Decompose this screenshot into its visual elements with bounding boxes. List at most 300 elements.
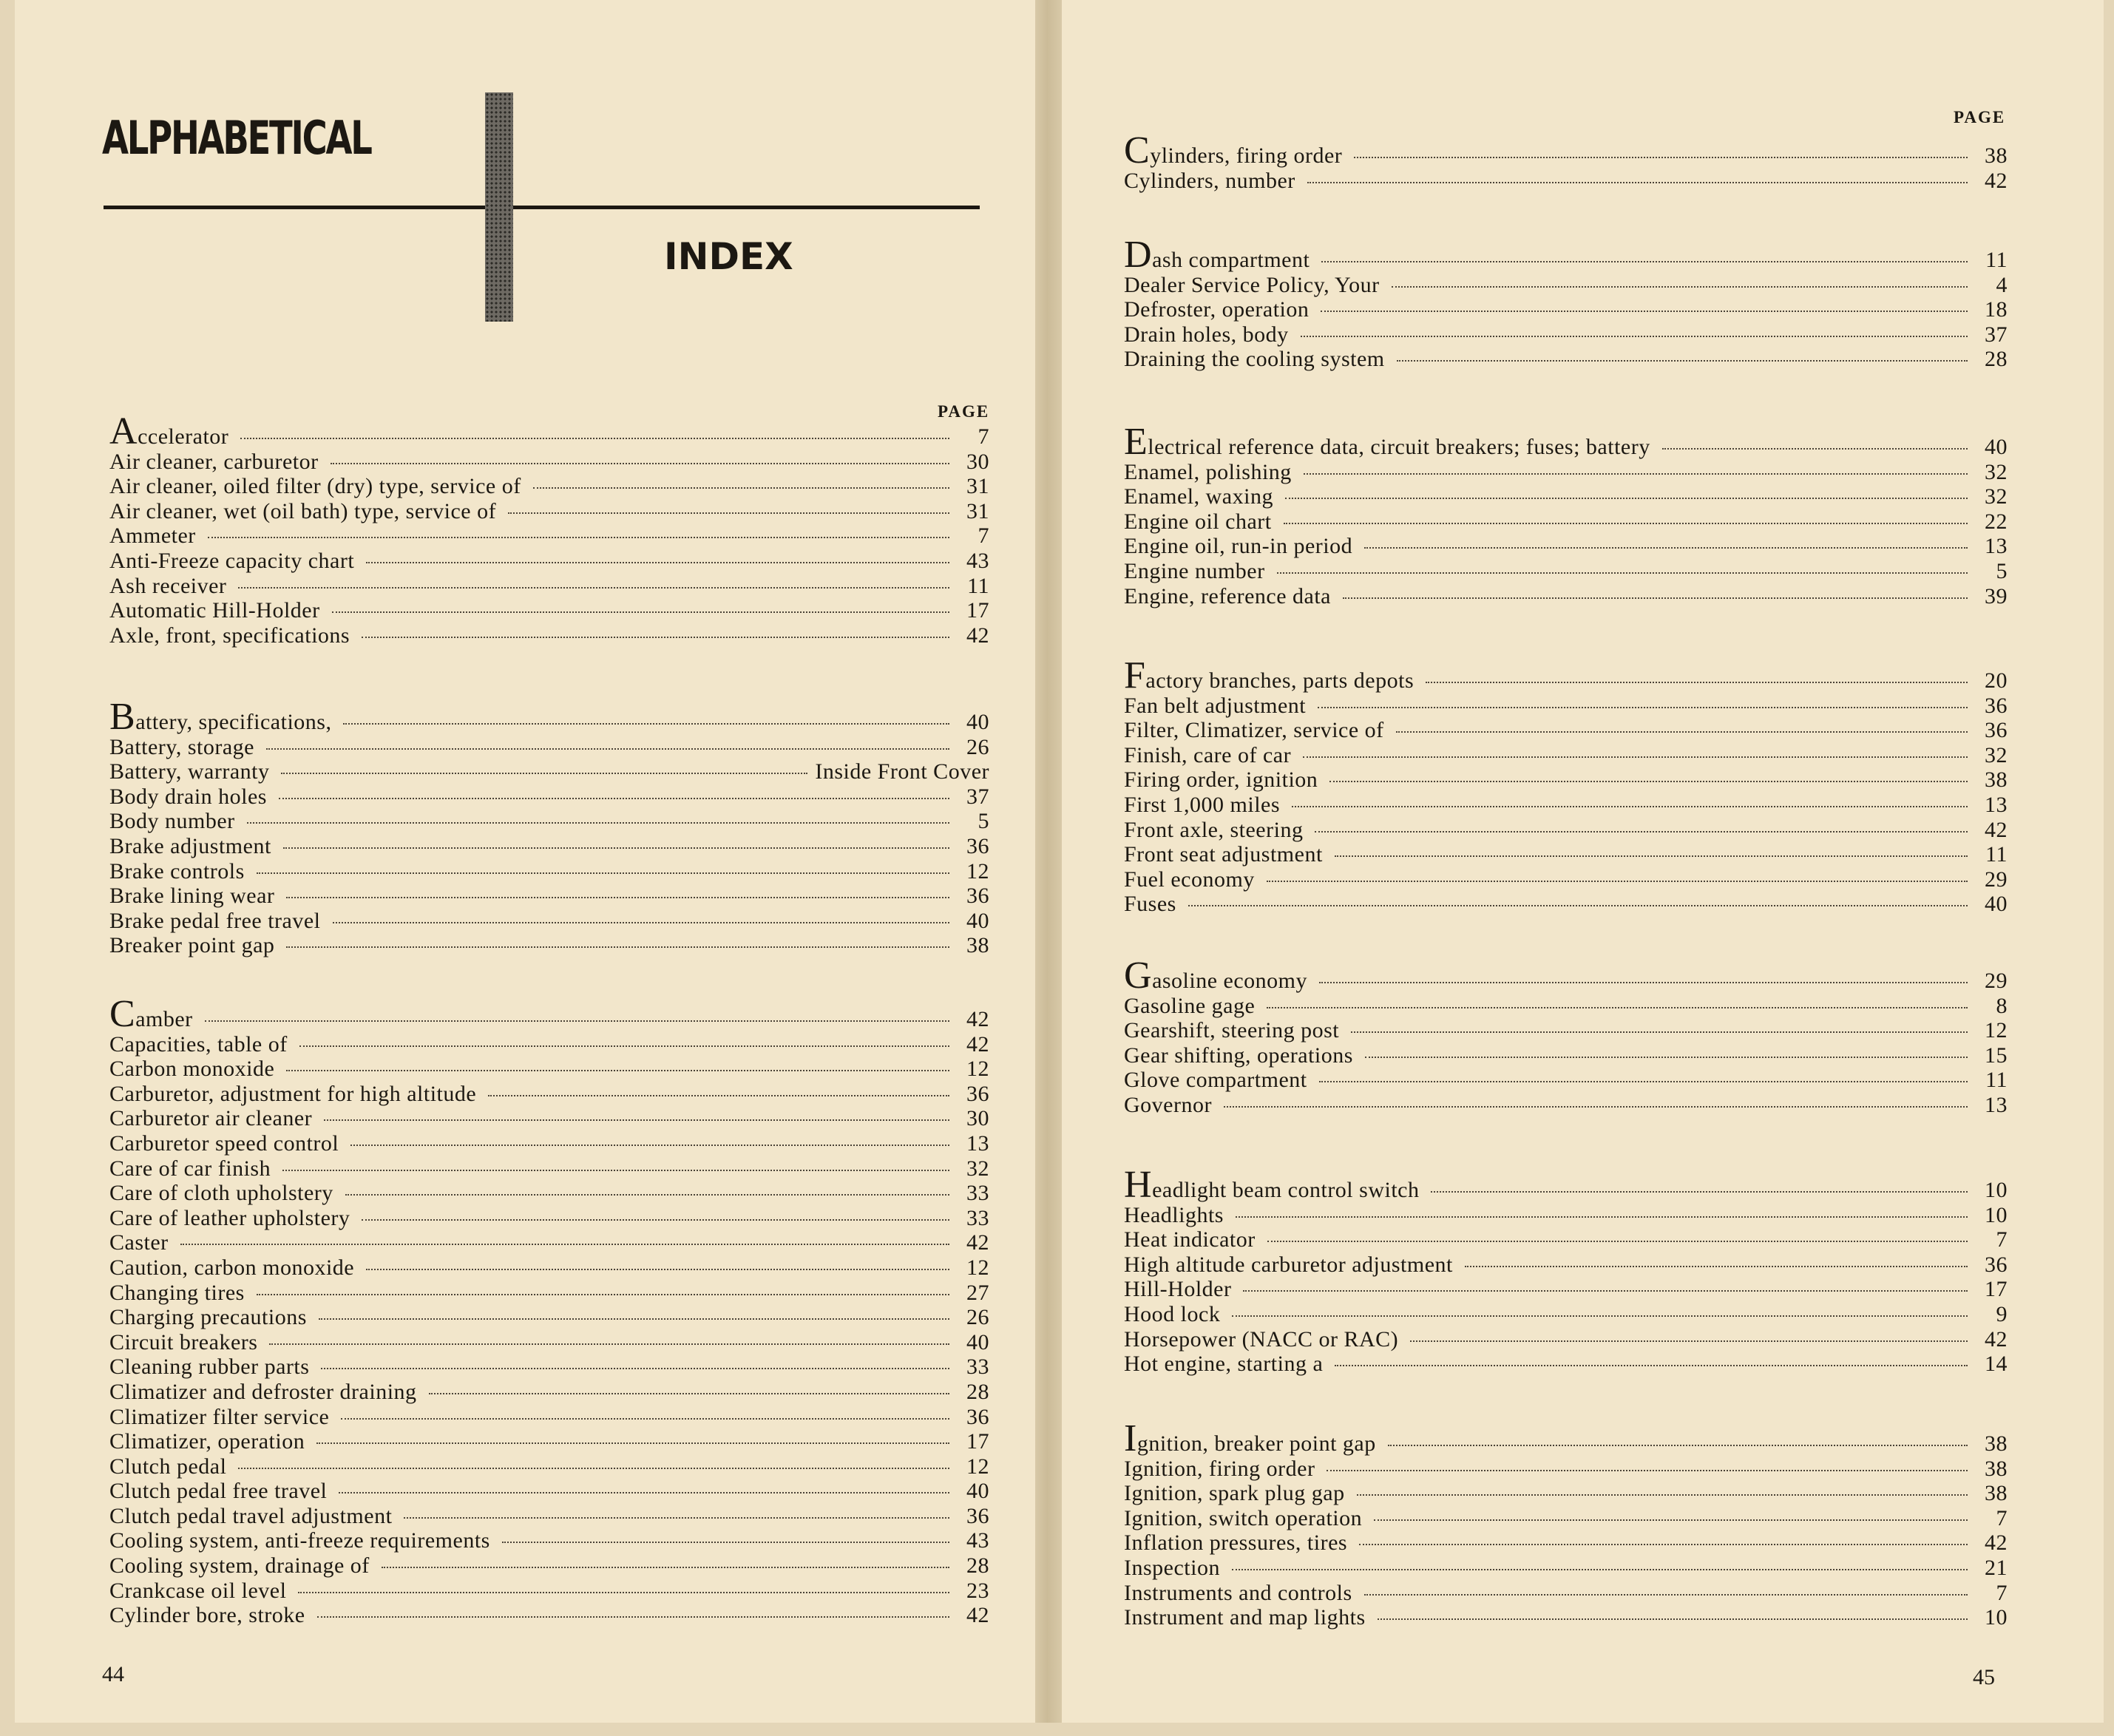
index-entry — [1124, 1164, 2008, 1206]
left-page-column-label: PAGE — [938, 402, 990, 421]
dot-leader — [247, 822, 949, 824]
index-entry — [109, 1354, 989, 1380]
index-entry-label: Heat indicator — [1124, 1227, 1256, 1252]
index-entry-page: 40 — [966, 710, 989, 734]
index-entry-page: 42 — [1985, 817, 2008, 842]
index-entry-page: 21 — [1985, 1555, 2008, 1580]
dot-leader — [341, 1418, 949, 1420]
index-entry — [1124, 1277, 2008, 1302]
dot-leader — [282, 1170, 949, 1171]
index-entry — [109, 1380, 989, 1405]
index-entry-page: 30 — [966, 449, 989, 474]
index-entry-page: 32 — [1985, 742, 2008, 767]
index-entry — [109, 933, 989, 958]
dot-leader — [331, 463, 949, 464]
dot-leader — [1318, 707, 1968, 708]
index-entry — [109, 1106, 989, 1131]
dot-leader — [299, 1045, 949, 1047]
index-entry-label: Camber — [109, 993, 193, 1035]
dot-leader — [502, 1542, 949, 1543]
index-entry-label: Inspection — [1124, 1555, 1220, 1580]
index-entry-label: Governor — [1124, 1092, 1212, 1117]
dot-leader — [319, 1318, 949, 1320]
index-entry-label: Carburetor air cleaner — [109, 1106, 313, 1131]
index-entry-label: Hill-Holder — [1124, 1277, 1232, 1302]
index-entry-label: Front seat adjustment — [1124, 842, 1323, 867]
index-entry-page: 40 — [1985, 892, 2008, 917]
index-entry — [1124, 234, 2008, 276]
index-entry-label: Battery, specifications, — [109, 696, 332, 738]
index-entry-page: 17 — [966, 1429, 989, 1454]
dot-leader — [1319, 1081, 1968, 1082]
index-entry-page: 11 — [967, 573, 989, 598]
index-entry-page: 7 — [978, 424, 989, 449]
index-entry-label: Ignition, breaker point gap — [1124, 1417, 1376, 1459]
index-entry-label: Carbon monoxide — [109, 1057, 275, 1082]
heading-index: INDEX — [664, 235, 793, 278]
index-entry-label: Circuit breakers — [109, 1329, 258, 1354]
index-entry — [109, 1255, 989, 1281]
index-entry-label: Carburetor, adjustment for high altitude — [109, 1081, 477, 1106]
dot-leader — [298, 1592, 949, 1593]
dot-leader — [1357, 1494, 1968, 1496]
dot-leader — [339, 1492, 949, 1493]
index-entry — [1124, 718, 2008, 743]
index-entry-page: 36 — [1985, 718, 2008, 743]
index-entry — [1124, 322, 2008, 347]
dot-leader — [429, 1393, 949, 1394]
dot-leader — [1329, 781, 1968, 782]
index-entry-label: Battery, warranty — [109, 759, 270, 784]
index-entry-label: Charging precautions — [109, 1305, 307, 1330]
index-entry-page: 40 — [966, 1479, 989, 1504]
index-section — [109, 696, 989, 958]
index-entry — [109, 884, 989, 909]
index-entry — [1124, 1605, 2008, 1630]
index-entry-label: Ignition, spark plug gap — [1124, 1481, 1345, 1506]
index-entry-label: Factory branches, parts depots — [1124, 654, 1415, 696]
index-entry-page: 29 — [1985, 867, 2008, 892]
dot-leader — [1335, 855, 1968, 857]
index-entry — [1124, 347, 2008, 372]
index-entry-page: 42 — [966, 1230, 989, 1255]
index-entry-page: 33 — [966, 1181, 989, 1206]
index-entry-label: Draining the cooling system — [1124, 347, 1385, 372]
index-entry-page: 36 — [1985, 693, 2008, 718]
dot-leader — [1188, 905, 1968, 906]
index-entry-label: Clutch pedal free travel — [109, 1479, 328, 1504]
dot-leader — [362, 637, 949, 638]
index-entry — [109, 1131, 989, 1156]
index-entry-label: Instrument and map lights — [1124, 1605, 1366, 1630]
index-entry — [1124, 818, 2008, 843]
index-entry-page: 14 — [1985, 1352, 2008, 1377]
index-entry-label: First 1,000 miles — [1124, 792, 1281, 817]
heading-rule — [104, 206, 980, 209]
index-entry-label: Accelerator — [109, 410, 229, 452]
index-entry-page: 28 — [966, 1379, 989, 1404]
index-entry-label: Drain holes, body — [1124, 322, 1289, 347]
index-entry — [1124, 1581, 2008, 1606]
index-entry-label: Ash receiver — [109, 573, 227, 598]
index-entry-page: 42 — [966, 1031, 989, 1057]
index-entry-page: 11 — [1985, 248, 2008, 272]
index-entry — [109, 1528, 989, 1553]
index-entry-page: 29 — [1985, 969, 2008, 993]
dot-leader — [366, 1269, 949, 1270]
index-entry-label: Axle, front, specifications — [109, 623, 350, 648]
index-entry — [1124, 1530, 2008, 1556]
index-entry-page: 7 — [1996, 1505, 2008, 1530]
dot-leader — [1365, 1057, 1968, 1058]
index-entry — [1124, 1457, 2008, 1482]
index-entry — [1124, 1556, 2008, 1581]
dot-leader — [1232, 1569, 1968, 1570]
dot-leader — [362, 1219, 949, 1221]
index-entry — [1124, 994, 2008, 1019]
dot-leader — [382, 1567, 949, 1568]
index-entry-page: 36 — [966, 884, 989, 909]
dot-leader — [332, 611, 949, 613]
dot-leader — [1319, 982, 1968, 983]
index-entry-label: Care of car finish — [109, 1156, 271, 1181]
dot-leader — [1374, 1519, 1968, 1521]
index-entry-label: Filter, Climatizer, service of — [1124, 718, 1384, 743]
dot-leader — [1364, 547, 1968, 549]
index-entry-page: 5 — [978, 809, 989, 834]
index-entry-page: 13 — [1985, 534, 2008, 559]
index-entry-label: Brake controls — [109, 858, 245, 884]
dot-leader — [1224, 1106, 1968, 1108]
index-entry — [109, 909, 989, 934]
index-entry-label: Climatizer filter service — [109, 1404, 330, 1429]
dot-leader — [208, 537, 949, 538]
index-entry-label: Horsepower (NACC or RAC) — [1124, 1326, 1399, 1352]
index-entry — [1124, 460, 2008, 485]
index-entry — [109, 1504, 989, 1529]
index-entry-label: Climatizer, operation — [109, 1429, 305, 1454]
index-entry — [109, 834, 989, 859]
index-entry-label: Dash compartment — [1124, 234, 1310, 276]
index-entry — [109, 1305, 989, 1330]
dot-leader — [238, 1468, 949, 1469]
index-entry-label: Ignition, firing order — [1124, 1456, 1315, 1481]
index-entry-label: Cylinder bore, stroke — [109, 1603, 305, 1628]
index-entry-page: 36 — [966, 833, 989, 858]
index-entry-page: 12 — [966, 1454, 989, 1479]
index-entry — [109, 1330, 989, 1355]
index-entry-label: Instruments and controls — [1124, 1580, 1352, 1605]
index-entry-label: Headlight beam control switch — [1124, 1164, 1420, 1206]
index-entry — [109, 598, 989, 623]
index-entry-label: Body drain holes — [109, 784, 267, 809]
index-entry — [109, 1156, 989, 1181]
index-entry — [109, 1429, 989, 1454]
dot-leader — [1284, 523, 1968, 524]
book-gutter — [1035, 0, 1062, 1723]
index-entry — [1124, 767, 2008, 793]
index-entry-page: 28 — [1985, 347, 2008, 372]
index-entry-page: 26 — [966, 734, 989, 759]
index-entry-page: 12 — [966, 858, 989, 884]
index-entry — [1124, 793, 2008, 818]
index-entry-page: 33 — [966, 1205, 989, 1230]
index-entry — [1124, 297, 2008, 322]
index-entry — [109, 474, 989, 499]
index-entry — [109, 549, 989, 574]
dot-leader — [1465, 1266, 1968, 1267]
index-entry-label: Climatizer and defroster draining — [109, 1379, 417, 1404]
dot-leader — [1301, 336, 1968, 337]
index-entry-label: Capacities, table of — [109, 1031, 288, 1057]
index-entry-page: 36 — [966, 1404, 989, 1429]
index-entry-page: 38 — [1985, 1481, 2008, 1506]
index-entry — [1124, 842, 2008, 867]
index-entry — [109, 859, 989, 884]
index-entry-label: Hood lock — [1124, 1301, 1221, 1326]
index-entry-label: Carburetor speed control — [109, 1130, 339, 1156]
index-entry-page: 42 — [1985, 168, 2008, 193]
dot-leader — [1236, 1216, 1968, 1218]
index-entry — [109, 993, 989, 1035]
index-entry-page: 27 — [966, 1280, 989, 1305]
index-entry-page: 28 — [966, 1553, 989, 1579]
index-entry — [109, 450, 989, 475]
index-entry — [1124, 867, 2008, 892]
dot-leader — [1431, 1191, 1968, 1193]
index-entry — [109, 1032, 989, 1057]
index-entry-label: Inflation pressures, tires — [1124, 1530, 1348, 1556]
index-entry-label: Caution, carbon monoxide — [109, 1255, 355, 1280]
right-page-number: 45 — [1973, 1665, 1995, 1689]
index-entry-page: 8 — [1996, 993, 2008, 1018]
index-entry-page: 33 — [966, 1354, 989, 1380]
index-entry-page: 32 — [1985, 459, 2008, 484]
index-entry-page: 40 — [966, 908, 989, 933]
index-entry-page: 39 — [1985, 583, 2008, 608]
index-entry-page: 42 — [966, 1007, 989, 1031]
index-entry — [1124, 743, 2008, 768]
index-entry-label: Gasoline economy — [1124, 955, 1308, 997]
index-entry-page: 42 — [966, 623, 989, 648]
index-entry-label: Care of leather upholstery — [109, 1205, 350, 1230]
index-entry — [1124, 694, 2008, 719]
heading-halftone-bar — [485, 92, 513, 322]
index-entry-page: 32 — [1985, 484, 2008, 509]
dot-leader — [240, 438, 949, 439]
index-entry-label: Fuel economy — [1124, 867, 1255, 892]
dot-leader — [1410, 1340, 1968, 1342]
dot-leader — [1335, 1365, 1968, 1366]
index-section — [1124, 955, 2008, 1118]
dot-leader — [350, 1145, 949, 1146]
index-entry — [109, 735, 989, 760]
dot-leader — [1392, 286, 1968, 288]
index-entry-page: 4 — [1996, 272, 2008, 297]
index-entry-page: 38 — [1985, 143, 2008, 168]
index-entry — [109, 623, 989, 648]
index-entry — [1124, 1227, 2008, 1252]
index-entry — [1124, 1018, 2008, 1043]
dot-leader — [317, 1616, 949, 1618]
dot-leader — [404, 1517, 949, 1519]
index-entry-label: Engine number — [1124, 558, 1265, 583]
index-entry-label: Electrical reference data, circuit breakers; fuses; battery — [1124, 421, 1650, 463]
index-entry-label: Air cleaner, carburetor — [109, 449, 319, 474]
index-section — [1124, 129, 2008, 193]
dot-leader — [1303, 756, 1968, 758]
index-entry — [1124, 584, 2008, 609]
index-entry-label: Brake lining wear — [109, 884, 275, 909]
index-entry-page: 36 — [966, 1503, 989, 1528]
index-entry-page: 30 — [966, 1106, 989, 1131]
dot-leader — [366, 562, 949, 563]
index-entry — [1124, 1302, 2008, 1327]
index-entry — [1124, 169, 2008, 194]
dot-leader — [1315, 831, 1968, 833]
index-entry — [1124, 1352, 2008, 1377]
dot-leader — [316, 1442, 949, 1444]
index-entry-label: Caster — [109, 1230, 169, 1255]
dot-leader — [283, 847, 949, 849]
dot-leader — [345, 1194, 949, 1196]
index-entry — [1124, 534, 2008, 559]
index-entry-label: Brake adjustment — [109, 833, 271, 858]
index-entry-label: Cooling system, drainage of — [109, 1553, 370, 1579]
index-entry-label: Gearshift, steering post — [1124, 1018, 1340, 1043]
index-entry-label: Glove compartment — [1124, 1068, 1307, 1093]
index-entry-label: Engine oil, run-in period — [1124, 534, 1353, 559]
index-entry — [109, 574, 989, 599]
index-entry-page: 40 — [1985, 435, 2008, 459]
index-entry — [1124, 1093, 2008, 1118]
dot-leader — [1396, 731, 1968, 733]
index-entry-label: Anti-Freeze capacity chart — [109, 548, 355, 573]
dot-leader — [1354, 157, 1968, 158]
dot-leader — [1267, 1241, 1968, 1242]
index-entry-label: High altitude carburetor adjustment — [1124, 1252, 1453, 1277]
index-entry-page: 10 — [1985, 1178, 2008, 1202]
index-entry-page: 20 — [1985, 668, 2008, 693]
index-entry-page: 38 — [1985, 767, 2008, 793]
dot-leader — [180, 1244, 949, 1245]
heading-alphabetical: ALPHABETICAL — [102, 111, 371, 165]
index-entry-page: 43 — [966, 548, 989, 573]
index-entry-page: 15 — [1985, 1042, 2008, 1068]
index-entry-label: Air cleaner, wet (oil bath) type, service of — [109, 498, 497, 523]
index-entry-page: 10 — [1985, 1202, 2008, 1227]
index-entry-page: 18 — [1985, 297, 2008, 322]
dot-leader — [508, 512, 949, 514]
index-entry — [109, 1603, 989, 1628]
index-section — [1124, 234, 2008, 372]
index-entry-page: 36 — [1985, 1252, 2008, 1277]
index-entry — [109, 1579, 989, 1604]
index-entry — [1124, 1481, 2008, 1506]
dot-leader — [286, 897, 949, 898]
dot-leader — [1277, 572, 1968, 574]
dot-leader — [279, 798, 949, 799]
index-entry — [1124, 892, 2008, 917]
index-entry-label: Cylinders, number — [1124, 168, 1295, 193]
index-entry-label: Headlights — [1124, 1202, 1224, 1227]
index-entry — [1124, 1327, 2008, 1352]
dot-leader — [257, 872, 949, 874]
dot-leader — [1351, 1031, 1968, 1033]
index-entry — [109, 1206, 989, 1231]
index-entry-page: 7 — [1996, 1227, 2008, 1252]
index-entry-page: 36 — [966, 1081, 989, 1106]
index-entry-page: 23 — [966, 1578, 989, 1603]
dot-leader — [1321, 311, 1968, 312]
index-entry-label: Breaker point gap — [109, 933, 275, 958]
index-entry — [1124, 421, 2008, 463]
index-entry-page: 10 — [1985, 1605, 2008, 1630]
index-section — [1124, 1417, 2008, 1630]
index-entry-label: Battery, storage — [109, 734, 254, 759]
index-section — [1124, 421, 2008, 608]
index-entry-page: 11 — [1985, 842, 2008, 867]
dot-leader — [343, 723, 949, 725]
dot-leader — [1378, 1618, 1968, 1620]
index-entry-label: Ignition, switch operation — [1124, 1505, 1363, 1530]
index-entry — [109, 1454, 989, 1479]
index-entry — [109, 523, 989, 549]
index-entry-page: 22 — [1985, 509, 2008, 534]
dot-leader — [1243, 1290, 1968, 1292]
index-entry-page: 42 — [1985, 1530, 2008, 1556]
index-entry-page: 42 — [1985, 1326, 2008, 1352]
index-entry-page: 38 — [1985, 1456, 2008, 1481]
dot-leader — [1364, 1594, 1968, 1596]
dot-leader — [257, 1294, 949, 1295]
index-entry-label: Gasoline gage — [1124, 993, 1256, 1018]
index-entry — [109, 1057, 989, 1082]
index-entry — [109, 809, 989, 834]
index-entry-label: Care of cloth upholstery — [109, 1181, 333, 1206]
index-entry — [1124, 1417, 2008, 1459]
dot-leader — [533, 487, 949, 489]
index-entry — [1124, 273, 2008, 298]
dot-leader — [1397, 360, 1968, 362]
dot-leader — [1321, 261, 1968, 262]
index-entry — [109, 499, 989, 524]
dot-leader — [1267, 1007, 1968, 1008]
index-entry-page: 37 — [1985, 322, 2008, 347]
index-entry-page: Inside Front Cover — [815, 759, 989, 784]
index-entry-page: 7 — [1996, 1580, 2008, 1605]
index-entry-label: Brake pedal free travel — [109, 908, 321, 933]
dot-leader — [281, 773, 807, 774]
dot-leader — [1359, 1544, 1968, 1545]
index-entry-page: 12 — [1985, 1018, 2008, 1043]
index-entry-page: 13 — [1985, 1092, 2008, 1117]
index-entry — [1124, 1506, 2008, 1531]
index-entry-label: Body number — [109, 809, 235, 834]
dot-leader — [286, 946, 949, 948]
index-entry — [1124, 509, 2008, 535]
index-entry-label: Gear shifting, operations — [1124, 1042, 1353, 1068]
dot-leader — [1232, 1315, 1968, 1317]
index-entry — [1124, 129, 2008, 172]
dot-leader — [1662, 448, 1968, 450]
dot-leader — [324, 1119, 949, 1121]
index-entry-page: 31 — [966, 498, 989, 523]
index-entry — [109, 1082, 989, 1107]
index-entry-page: 12 — [966, 1057, 989, 1082]
index-entry-page: 13 — [1985, 792, 2008, 817]
dot-leader — [205, 1020, 949, 1022]
